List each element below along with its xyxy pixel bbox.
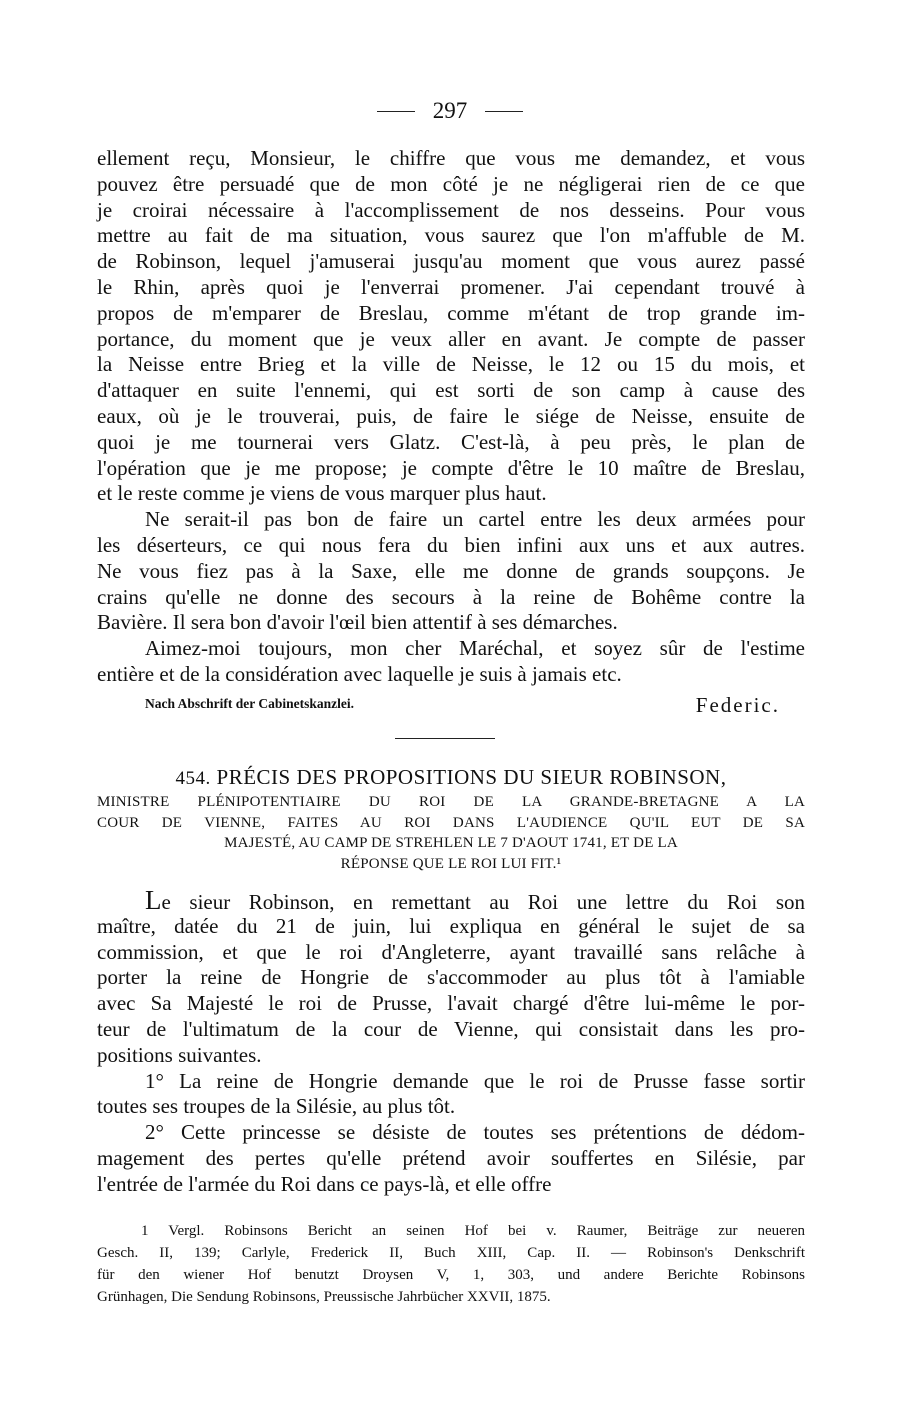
- text-line: 1° La reine de Hongrie demande que le roi de Prusse fasse sortir: [145, 1068, 805, 1093]
- heading-title: PRÉCIS DES PROPOSITIONS DU SIEUR ROBINSON,: [216, 765, 727, 789]
- header-rule-left: [377, 111, 415, 112]
- header-rule-right: [485, 111, 523, 112]
- text-line: eaux, où je le trouverai, puis, de faire le siége de Neisse, ensuite de: [97, 403, 805, 428]
- text-line: 2° Cette princesse se désiste de toutes ses prétentions de dédom-: [145, 1120, 805, 1145]
- text-line: positions suivantes.: [97, 1042, 262, 1067]
- source-note: Nach Abschrift der Cabinetskanzlei.: [145, 696, 355, 711]
- text-line: quoi je me tournerai vers Glatz. C'est-là, à peu près, le plan de: [97, 429, 805, 454]
- text-line: d'attaquer en suite l'ennemi, qui est sorti de son camp à cause des: [97, 378, 805, 403]
- text-line: toutes ses troupes de la Silésie, au plus tôt.: [97, 1094, 456, 1119]
- text-line: maître, datée du 21 de juin, lui expliqua en général le sujet de sa: [97, 913, 805, 938]
- text-line: magement des pertes qu'elle prétend avoir souffertes en Silésie, par: [97, 1145, 805, 1170]
- text-line: entière et de la considération avec laquelle je suis à jamais etc.: [97, 661, 622, 686]
- text-line: commission, et que le roi d'Angleterre, ayant travaillé sans relâche à: [97, 939, 805, 964]
- heading-subtitle-line: COUR DE VIENNE, FAITES AU ROI DANS L'AUDIENCE QU'IL EUT DE SA: [97, 814, 805, 831]
- signature-block: [145, 693, 780, 717]
- text-line: l'entrée de l'armée du Roi dans ce pays-là, et elle offre: [97, 1171, 552, 1196]
- heading-subtitle-line: MAJESTÉ, AU CAMP DE STREHLEN LE 7 D'AOUT 1741, ET DE LA: [224, 835, 678, 851]
- heading-title-line: [97, 762, 805, 792]
- section-text: [97, 885, 805, 1198]
- letter-text: [97, 146, 805, 688]
- signature: Federic.: [695, 693, 780, 717]
- document-heading: [97, 762, 805, 874]
- page-header: [0, 98, 900, 124]
- text-line: Ne vous fiez pas à la Saxe, elle me donne de grands soupçons. Je: [97, 558, 805, 583]
- text-line: [97, 885, 805, 915]
- heading-subtitle-line: MINISTRE PLÉNIPOTENTIAIRE DU ROI DE LA GRANDE-BRETAGNE A LA: [97, 794, 805, 810]
- text-line: ellement reçu, Monsieur, le chiffre que vous me demandez, et vous: [97, 146, 805, 170]
- text-line: porter la reine de Hongrie de s'accommoder au plus tôt à l'amiable: [97, 965, 805, 990]
- text-line: l'opération que je me propose; je compte d'être le 10 maître de Breslau,: [97, 455, 805, 480]
- footnote-line: Grünhagen, Die Sendung Robinsons, Preussische Jahrbücher XXVII, 1875.: [97, 1289, 551, 1305]
- text-line: mettre au fait de ma situation, vous saurez que l'on m'affuble de M.: [97, 223, 805, 248]
- text-line: je croirai nécessaire à l'accomplissement de nos desseins. Pour vous: [97, 197, 805, 222]
- text-line: de Robinson, lequel j'amuserai jusqu'au moment que vous aurez passé: [97, 249, 805, 274]
- text-line: pouvez être persuadé que de mon côté je ne négligerai rien de ce que: [97, 171, 805, 196]
- text-line: Bavière. Il sera bon d'avoir l'œil bien attentif à ses démarches.: [97, 610, 618, 635]
- footnote-line: für den wiener Hof benutzt Droysen V, 1, 303, und andere Berichte Robinsons: [97, 1267, 805, 1283]
- page-number: 297: [432, 98, 468, 123]
- text-line: Ne serait-il pas bon de faire un cartel entre les deux armées pour: [145, 507, 805, 532]
- text-line: Aimez-moi toujours, mon cher Maréchal, et soyez sûr de l'estime: [145, 636, 805, 661]
- text-line: le Rhin, après quoi je l'enverrai promener. J'ai cependant trouvé à: [97, 274, 805, 299]
- initial-letter: L: [145, 885, 162, 915]
- text-line: teur de l'ultimatum de la cour de Vienne, qui consistait dans les pro-: [97, 1016, 805, 1041]
- text-line: avec Sa Majesté le roi de Prusse, l'avait chargé d'être lui-même le por-: [97, 991, 805, 1016]
- document-number: 454.: [175, 768, 211, 789]
- footnote-line: 1 Vergl. Robinsons Bericht an seinen Hof bei v. Raumer, Beiträge zur neueren: [141, 1223, 805, 1239]
- footnote: [97, 1220, 805, 1308]
- text-line: et le reste comme je viens de vous marquer plus haut.: [97, 481, 547, 506]
- heading-subtitle-line: RÉPONSE QUE LE ROI LUI FIT.¹: [340, 855, 562, 872]
- text-line-rest: e sieur Robinson, en remettant au Roi une lettre du Roi son: [161, 890, 805, 914]
- section-divider: [395, 738, 495, 739]
- text-line: la Neisse entre Brieg et la ville de Neisse, le 12 ou 15 du mois, et: [97, 352, 805, 377]
- text-line: propos de m'emparer de Breslau, comme m'étant de trop grande im-: [97, 300, 805, 325]
- text-line: crains qu'elle ne donne des secours à la reine de Bohême contre la: [97, 584, 805, 609]
- text-line: portance, du moment que je veux aller en avant. Je compte de passer: [97, 326, 805, 351]
- text-line: les déserteurs, ce qui nous fera du bien infini aux uns et aux autres.: [97, 532, 805, 557]
- footnote-line: Gesch. II, 139; Carlyle, Frederick II, Buch XIII, Cap. II. — Robinson's Denkschrift: [97, 1245, 805, 1261]
